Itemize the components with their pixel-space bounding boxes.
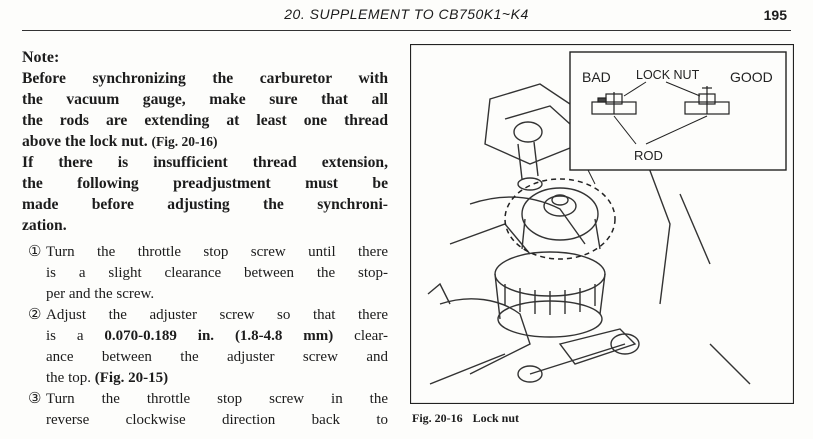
step-line: Adjust the adjuster screw so that there (46, 307, 388, 323)
figure-caption (412, 411, 529, 426)
note-heading: Note: (22, 49, 60, 66)
header-title: 20. SUPPLEMENT TO CB750K1~K4 (284, 6, 529, 22)
step-line: reverse clockwise direction back to (46, 412, 388, 428)
step-line: Turn the throttle stop screw in the (46, 391, 388, 407)
step-line: is a slight clearance between the stop- (46, 265, 388, 281)
step-item (22, 389, 388, 431)
note-line: the vacuum gauge, make sure that all (22, 91, 388, 108)
step-text: the top. (46, 370, 95, 386)
carburetor-illustration (410, 44, 794, 404)
page-number: 195 (763, 7, 787, 23)
clearance-inches: 0.070-0.189 in. (104, 328, 215, 344)
steps-list (22, 242, 388, 431)
lock-nut-figure (410, 44, 794, 404)
step-number: ③ (28, 391, 42, 407)
step-text: is a (46, 328, 105, 344)
step-text: clear- (333, 328, 388, 344)
label-rod: ROD (634, 148, 663, 163)
note-line: zation. (22, 217, 67, 234)
step-line: per and the screw. (46, 286, 155, 302)
header-rule (22, 30, 791, 31)
step-item (22, 305, 388, 389)
caption-number: Fig. 20-16 (412, 411, 463, 425)
step-number: ① (28, 244, 42, 260)
step-line: Turn the throttle stop screw until there (46, 244, 388, 260)
step-item (22, 242, 388, 305)
note-line: made before adjusting the synchroni- (22, 196, 388, 213)
label-bad: BAD (582, 69, 611, 85)
note-line-text: above the lock nut. (22, 133, 148, 150)
step-line (46, 326, 388, 347)
step-line: ance between the adjuster screw and (46, 349, 388, 365)
figure-reference: (Fig. 20-15) (94, 370, 169, 386)
caption-text: Lock nut (472, 411, 520, 425)
note-paragraph-1 (22, 68, 388, 152)
clearance-mm: (1.8-4.8 mm) (234, 328, 334, 344)
step-line (46, 368, 388, 389)
note-paragraph-2 (22, 152, 388, 236)
text-column (22, 48, 388, 431)
note-line (22, 131, 388, 152)
note-line: the following preadjustment must be (22, 175, 388, 192)
figure-reference: (Fig. 20-16) (151, 134, 218, 149)
note-line: Before synchronizing the carburetor with (22, 70, 388, 87)
note-line: the rods are extending at least one thread (22, 112, 388, 129)
label-good: GOOD (730, 69, 773, 85)
label-lock-nut: LOCK NUT (636, 68, 700, 82)
note-line: If there is insufficient thread extension, (22, 154, 388, 171)
step-number: ② (28, 307, 42, 323)
